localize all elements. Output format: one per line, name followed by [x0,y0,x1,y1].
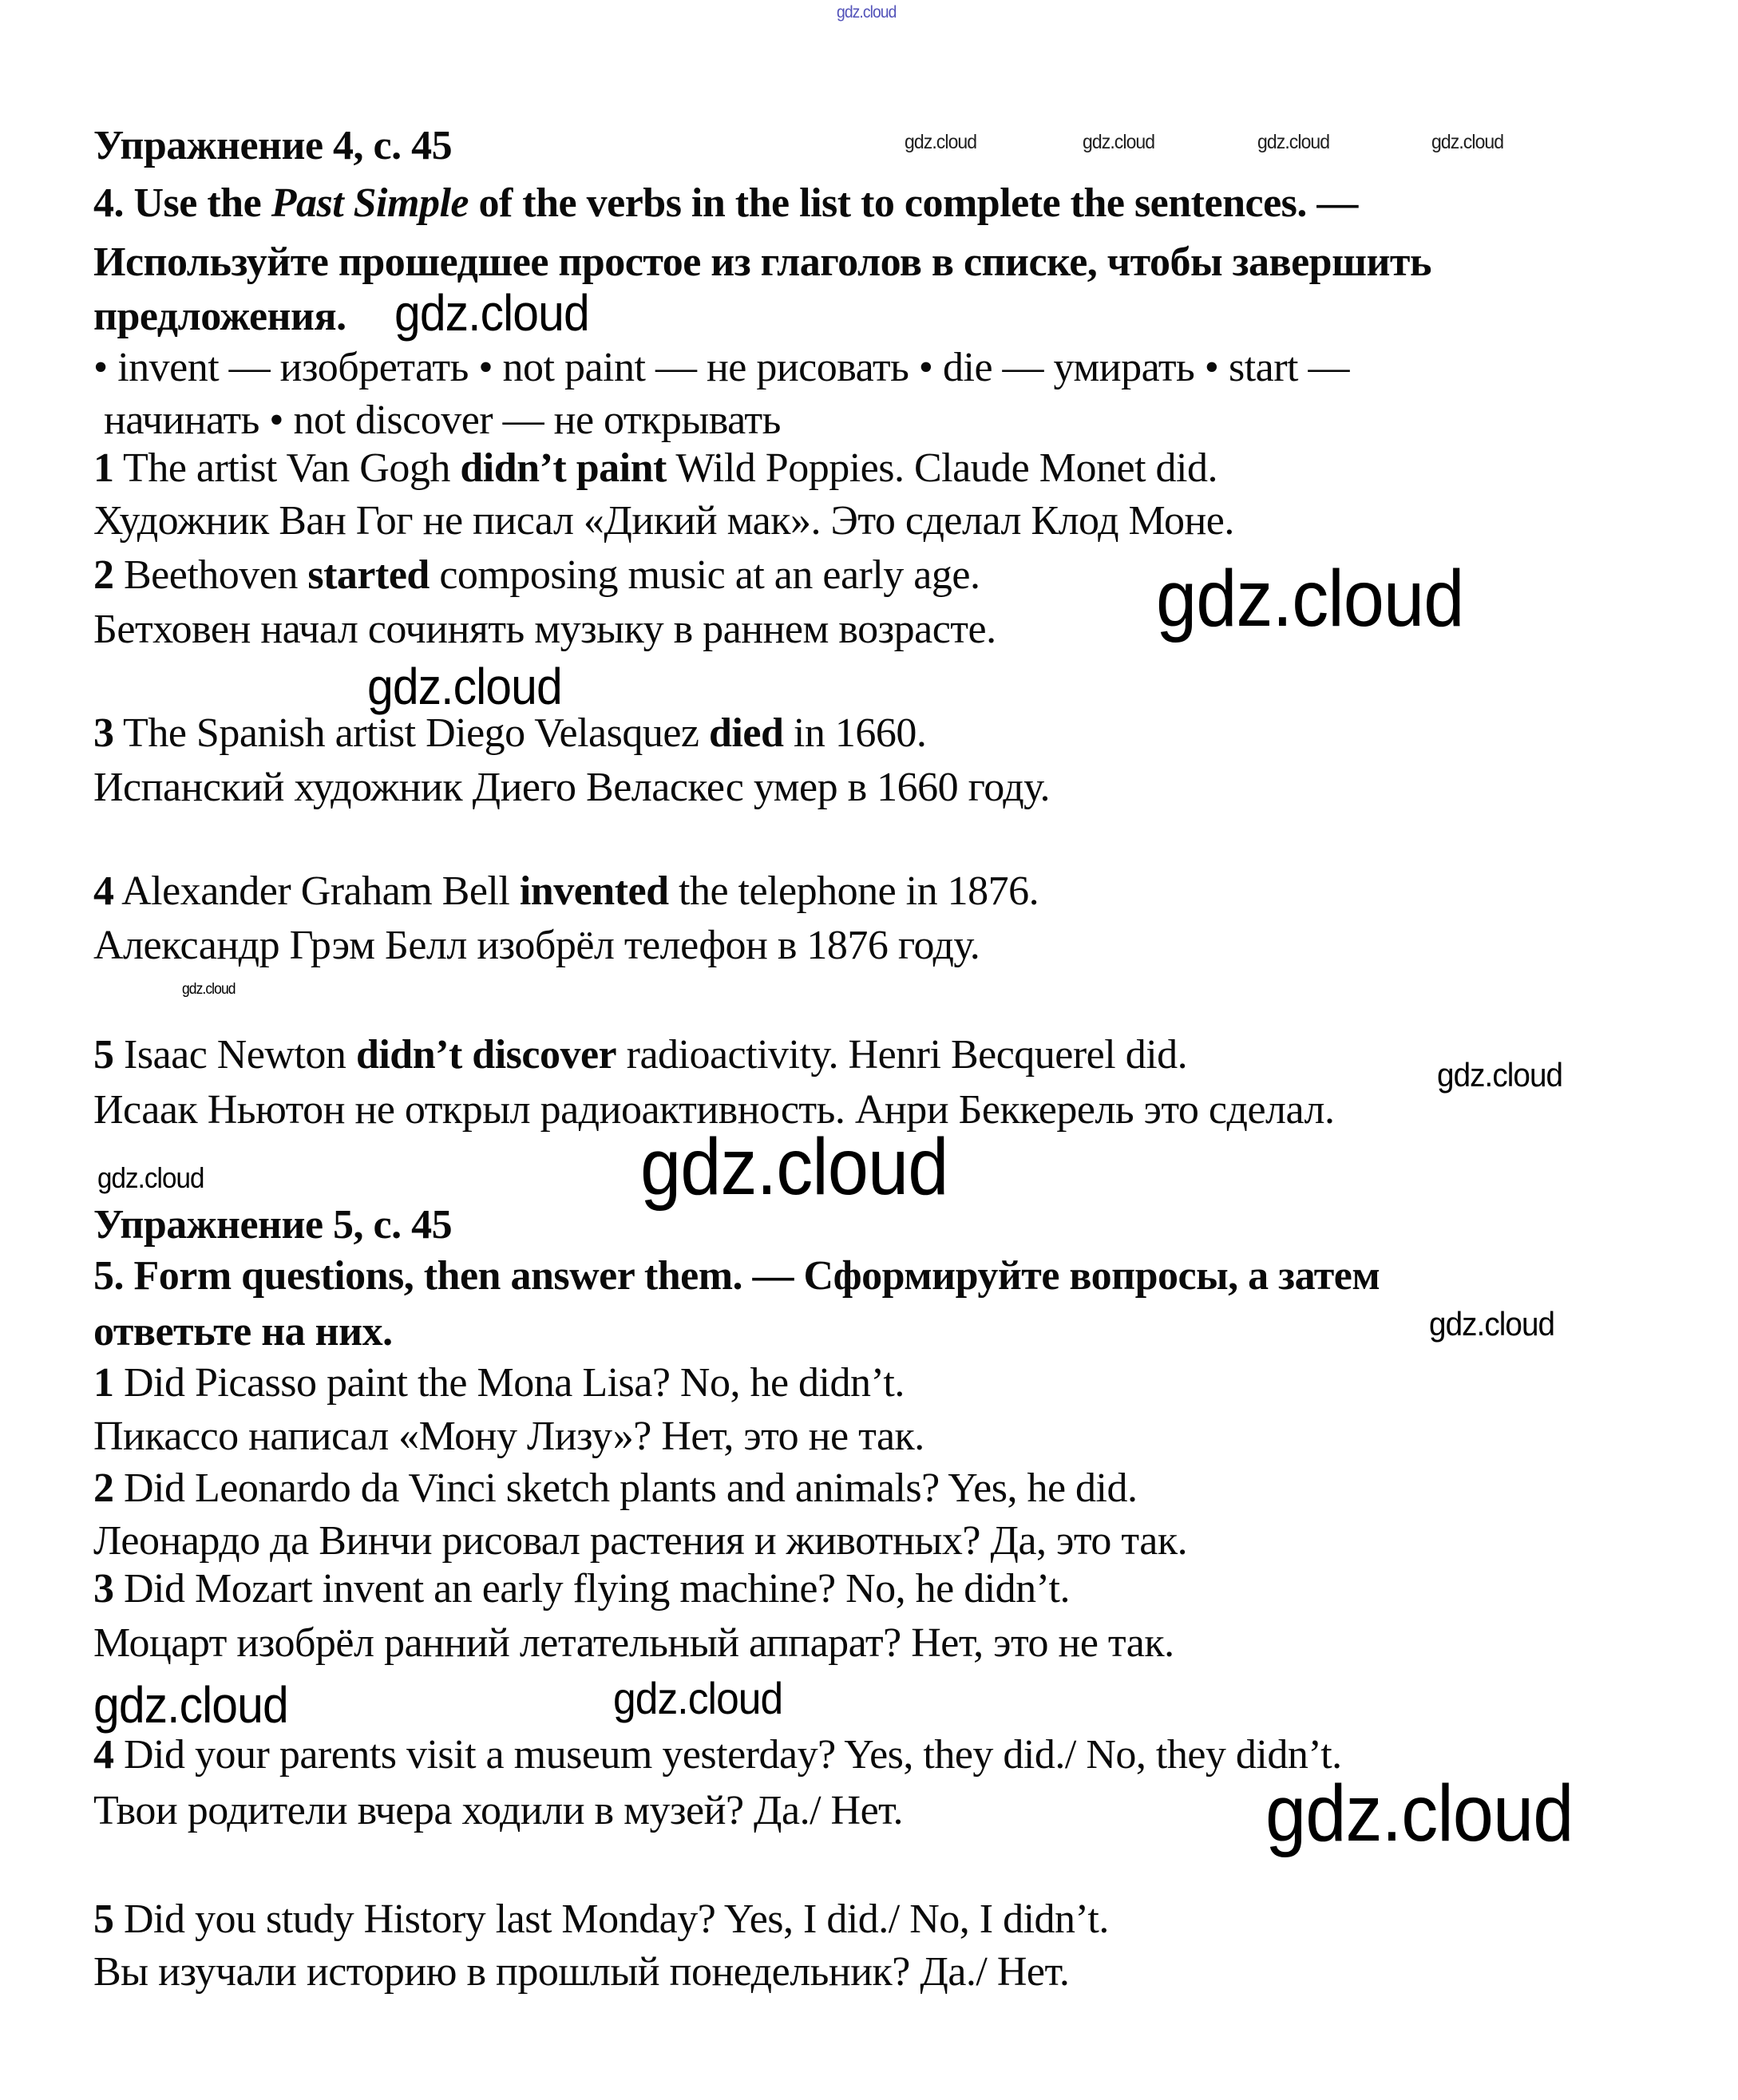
item-number: 1 [93,445,114,491]
watermark-right-item5: gdz.cloud [1437,1056,1563,1094]
watermark-right-task5: gdz.cloud [1429,1305,1555,1343]
watermark-left-small: gdz.cloud [97,1161,204,1194]
exercise4-item3-ru: Испанский художник Диего Веласкес умер в 1660 году. [93,765,1050,810]
item-number: 2 [93,1465,114,1511]
watermark-large-center: gdz.cloud [640,1122,948,1212]
exercise4-item4-en: 4 Alexander Graham Bell invented the telephone in 1876. [93,868,1039,914]
exercise4-wordlist-line1: • invent — изобретать • not paint — не рисовать • die — умирать • start — [93,345,1349,390]
item-number: 3 [93,710,114,756]
watermark-row-4: gdz.cloud [1431,131,1504,153]
exercise4-item5-ru: Исаак Ньютон не открыл радиоактивность. Анри Беккерель это сделал. [93,1087,1335,1133]
item-number: 4 [93,1732,114,1778]
watermark-row-1: gdz.cloud [905,131,977,153]
exercise5-item2-ru: Леонардо да Винчи рисовал растения и животных? Да, это так. [93,1518,1188,1564]
exercise5-item1-en: 1 Did Picasso paint the Mona Lisa? No, he didn’t. [93,1360,905,1406]
task4-text-italic: Past Simple [271,180,469,226]
answer-verb: invented [519,868,669,914]
exercise5-item5-ru: Вы изучали историю в прошлый понедельник? Да./ Нет. [93,1949,1070,1995]
exercise5-task-line2: ответьте на них. [93,1309,393,1355]
exercise5-item2-en: 2 Did Leonardo da Vinci sketch plants and animals? Yes, he did. [93,1465,1138,1511]
exercise4-title: Упражнение 4, с. 45 [93,123,453,168]
item-number: 5 [93,1896,114,1942]
item-number: 4 [93,868,114,914]
exercise4-item2-ru: Бетховен начал сочинять музыку в раннем возрасте. [93,607,996,652]
item-number: 5 [93,1032,114,1078]
exercise4-item1-en: 1 The artist Van Gogh didn’t paint Wild Poppies. Claude Monet did. [93,445,1217,491]
exercise5-task-line1: 5. Form questions, then answer them. — Сформируйте вопросы, а затем [93,1253,1380,1299]
watermark-left-large: gdz.cloud [93,1676,288,1734]
watermark-top: gdz.cloud [837,3,897,22]
exercise5-title: Упражнение 5, с. 45 [93,1202,453,1248]
exercise5-item5-en: 5 Did you study History last Monday? Yes, I did./ No, I didn’t. [93,1896,1109,1942]
watermark-mid-left: gdz.cloud [367,658,562,715]
exercise4-item2-en: 2 Beethoven started composing music at an early age. [93,552,980,598]
item-number: 1 [93,1360,114,1406]
exercise5-item4-ru: Твои родители вчера ходили в музей? Да./ Нет. [93,1788,903,1833]
watermark-row-2: gdz.cloud [1083,131,1155,153]
exercise5-item3-ru: Моцарт изобрёл ранний летательный аппарат? Нет, это не так. [93,1620,1174,1666]
watermark-tiny: gdz.cloud [182,981,236,998]
watermark-after-task4: gdz.cloud [394,284,589,342]
exercise4-item1-ru: Художник Ван Гог не писал «Дикий мак». Это сделал Клод Моне. [93,498,1234,544]
exercise4-task-line1 [93,182,1358,226]
exercise5-item1-ru: Пикассо написал «Мону Лизу»? Нет, это не так. [93,1414,924,1459]
task4-text-post: of the verbs in the list to complete the sentences. — [468,180,1358,226]
watermark-row-3: gdz.cloud [1257,131,1330,153]
exercise5-item3-en: 3 Did Mozart invent an early flying machine? No, he didn’t. [93,1566,1070,1612]
answer-verb: started [307,552,430,598]
exercise4-item4-ru: Александр Грэм Белл изобрёл телефон в 1876 году. [93,923,980,968]
exercise4-wordlist-line2: начинать • not discover — не открывать [104,397,781,443]
watermark-large-right-1: gdz.cloud [1156,554,1464,643]
exercise5-item4-en: 4 Did your parents visit a museum yesterday? Yes, they did./ No, they didn’t. [93,1732,1342,1778]
item-number: 2 [93,552,114,598]
task4-text-pre: 4. Use the [93,180,271,226]
answer-verb: didn’t paint [460,445,667,491]
answer-verb: died [709,710,784,756]
item-number: 3 [93,1566,114,1612]
exercise4-item5-en: 5 Isaac Newton didn’t discover radioactivity. Henri Becquerel did. [93,1032,1188,1078]
exercise4-task-line3: предложения. [93,294,346,339]
exercise4-task-line2: Используйте прошедшее простое из глаголов в списке, чтобы завершить [93,239,1431,285]
watermark-center-small: gdz.cloud [613,1673,783,1723]
answer-verb: didn’t discover [355,1032,617,1078]
watermark-large-right-2: gdz.cloud [1265,1769,1574,1858]
exercise4-item3-en: 3 The Spanish artist Diego Velasquez died in 1660. [93,710,927,756]
